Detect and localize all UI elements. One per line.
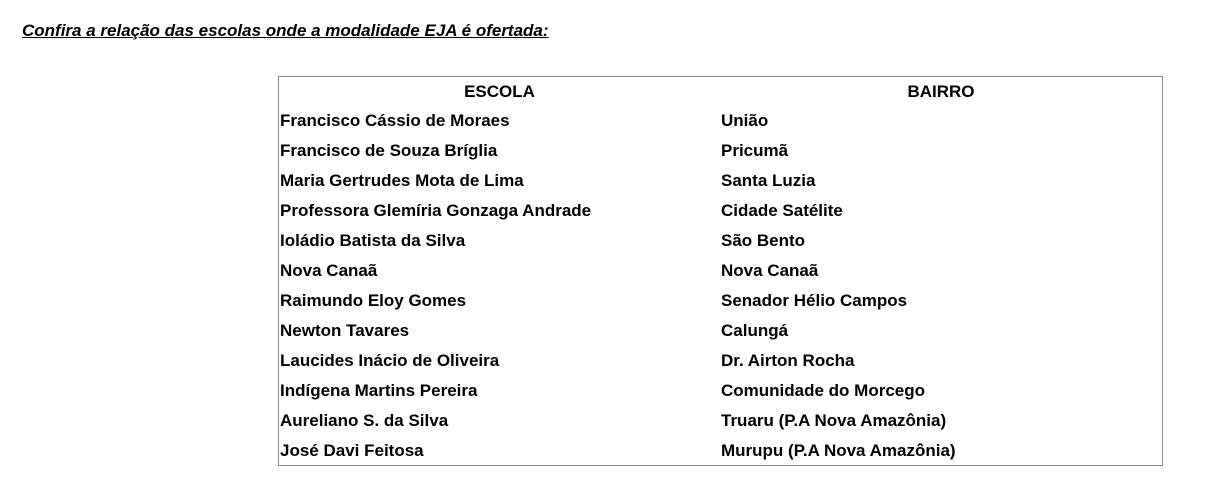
cell-bairro: União [721,111,769,130]
table-row [279,376,1162,406]
cell-escola: Indígena Martins Pereira [280,381,478,400]
table-row [279,106,1162,136]
table-row [279,316,1162,346]
cell-escola: Ioládio Batista da Silva [280,231,466,250]
cell-bairro: Cidade Satélite [721,201,843,220]
table-row [279,166,1162,196]
cell-escola: Francisco de Souza Bríglia [280,141,498,160]
page-heading: Confira a relação das escolas onde a modalidade EJA é ofertada: [22,21,549,40]
header-bairro: BAIRRO [907,82,975,101]
cell-escola: Francisco Cássio de Moraes [280,111,510,130]
cell-escola: Newton Tavares [280,321,410,340]
cell-bairro: São Bento [721,231,806,250]
table-row [279,436,1162,466]
cell-escola: José Davi Feitosa [280,441,424,460]
cell-bairro: Dr. Airton Rocha [721,351,855,370]
cell-escola: Laucides Inácio de Oliveira [280,351,500,370]
cell-bairro: Murupu (P.A Nova Amazônia) [721,441,956,460]
header-escola: ESCOLA [464,82,535,101]
table-row [279,256,1162,286]
cell-escola: Raimundo Eloy Gomes [280,291,467,310]
table-row [279,286,1162,316]
schools-table-container [278,76,1163,466]
table-row [279,226,1162,256]
cell-bairro: Senador Hélio Campos [721,291,908,310]
cell-bairro: Calungá [721,321,789,340]
table-row [279,346,1162,376]
table-row [279,196,1162,226]
cell-bairro: Nova Canaã [721,261,819,280]
cell-bairro: Pricumã [721,141,789,160]
cell-escola: Nova Canaã [280,261,378,280]
cell-escola: Aureliano S. da Silva [280,411,449,430]
cell-escola: Professora Glemíria Gonzaga Andrade [280,201,592,220]
cell-escola: Maria Gertrudes Mota de Lima [280,171,524,190]
cell-bairro: Santa Luzia [721,171,816,190]
cell-bairro: Comunidade do Morcego [721,381,925,400]
table-header-row [279,77,1162,106]
table-row [279,406,1162,436]
schools-table [279,77,1162,466]
cell-bairro: Truaru (P.A Nova Amazônia) [721,411,947,430]
table-row [279,136,1162,166]
